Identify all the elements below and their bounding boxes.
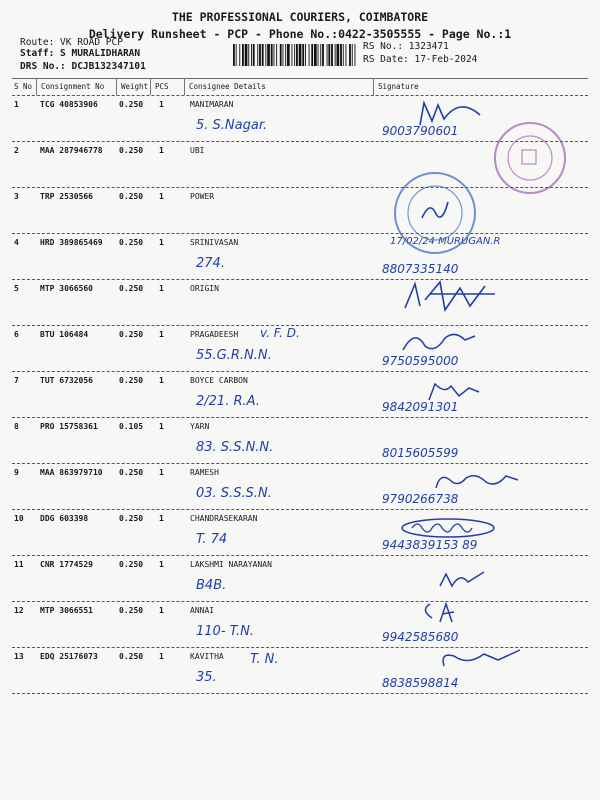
row-consignee-name: POWER (190, 192, 215, 201)
barcode-bar (285, 44, 286, 66)
signature-scribble (432, 470, 522, 492)
barcode-bar (274, 44, 275, 66)
barcode-bar (294, 44, 295, 66)
staff-label: Staff: S MURALIDHARAN (20, 48, 141, 59)
row-weight: 0.250 (119, 376, 144, 385)
row-weight: 0.250 (119, 330, 144, 339)
row-pcs: 1 (159, 606, 164, 615)
barcode-bar (349, 44, 351, 66)
row-sno: 2 (14, 146, 19, 155)
row-sno: 7 (14, 376, 19, 385)
row-consignee-name: KAVITHA (190, 652, 224, 661)
row-pcs: 1 (159, 330, 164, 339)
row-weight: 0.250 (119, 146, 144, 155)
signature-scribble (400, 280, 510, 314)
row-separator (12, 325, 588, 326)
row-handwritten-address: 55.G.R.N.N. (196, 348, 272, 363)
row-handwritten-address: 03. S.S.S.N. (196, 486, 272, 501)
barcode-bar (311, 44, 313, 66)
row-handwritten-address: B4B. (196, 578, 227, 593)
row-sno: 13 (14, 652, 24, 661)
barcode-bar (236, 44, 237, 66)
barcode-bar (302, 44, 304, 66)
row-consignee-name: LAKSHMI NARAYANAN (190, 560, 272, 569)
barcode-bar (335, 44, 336, 66)
col-header-sno: S No (14, 82, 33, 91)
signature-scribble (395, 326, 485, 354)
route-label: Route: VK ROAD PCP (20, 37, 123, 48)
row-handwritten-phone: 9003790601 (382, 124, 459, 138)
row-pcs: 1 (159, 100, 164, 109)
barcode-bar (352, 44, 353, 66)
row-consignment-no: MAA 863979710 (40, 468, 103, 477)
row-consignment-no: BTU 106484 (40, 330, 89, 339)
row-separator (12, 371, 588, 372)
row-consignee-name: MANIMARAN (190, 100, 234, 109)
col-divider (116, 78, 117, 95)
row-pcs: 1 (159, 560, 164, 569)
signature-scribble (380, 95, 520, 131)
row-separator (12, 187, 588, 188)
row-pcs: 1 (159, 468, 164, 477)
barcode-bar (292, 44, 293, 66)
row-weight: 0.250 (119, 238, 144, 247)
row-weight: 0.250 (119, 284, 144, 293)
signature-scribble (425, 380, 485, 402)
barcode-bar (299, 44, 302, 66)
row-consignment-no: MTP 3066560 (40, 284, 93, 293)
barcode-bar (309, 44, 310, 66)
runsheet-title: Delivery Runsheet - PCP - Phone No.:0422-3505555 - Page No.:1 (88, 27, 512, 41)
barcode-bar (340, 44, 342, 66)
row-sno: 8 (14, 422, 19, 431)
signature-scribble (398, 516, 508, 542)
barcode-bar (257, 44, 258, 66)
row-consignee-name: ANNAI (190, 606, 215, 615)
barcode-bar (287, 44, 290, 66)
row-handwritten-note: 17/02/24 MURUGAN.R (390, 236, 501, 247)
seal-stamp (492, 120, 568, 196)
row-consignee-name: ORIGIN (190, 284, 219, 293)
barcode-bar (346, 44, 347, 66)
row-separator (12, 601, 588, 602)
barcode-bar (242, 44, 244, 66)
barcode-bar (318, 44, 319, 66)
signature-scribble (438, 646, 528, 672)
barcode-bar (283, 44, 284, 66)
row-weight: 0.105 (119, 422, 144, 431)
row-sno: 6 (14, 330, 19, 339)
row-consignee-name: PRAGADEESH (190, 330, 239, 339)
barcode-bar (262, 44, 264, 66)
row-handwritten-address: 83. S.S.N.N. (196, 440, 274, 455)
barcode-image (232, 44, 358, 66)
barcode-bar (233, 44, 235, 66)
row-handwritten-address: 274. (196, 256, 225, 271)
row-pcs: 1 (159, 284, 164, 293)
barcode-bar (355, 44, 356, 66)
row-handwritten-phone: 9842091301 (382, 400, 459, 414)
col-header-consignment: Consignment No (41, 82, 105, 91)
row-handwritten-address: 110- T.N. (196, 624, 255, 639)
row-pcs: 1 (159, 514, 164, 523)
col-divider (150, 78, 151, 95)
barcode-bar (265, 44, 266, 66)
barcode-bar (248, 44, 249, 66)
row-handwritten-phone: 9942585680 (382, 630, 459, 644)
barcode-bar (296, 44, 298, 66)
row-weight: 0.250 (119, 100, 144, 109)
col-header-signature: Signature (378, 82, 419, 91)
barcode-bar (245, 44, 248, 66)
rs-number: RS No.: 1323471 (363, 41, 449, 52)
row-consignment-no: EDQ 25176073 (40, 652, 98, 661)
barcode-bar (271, 44, 273, 66)
row-consignment-no: HRD 389865469 (40, 238, 103, 247)
row-handwritten-phone: 9443839153 89 (382, 538, 478, 552)
row-separator (12, 509, 588, 510)
row-consignee-name: CHANDRASEKARAN (190, 514, 258, 523)
row-pcs: 1 (159, 238, 164, 247)
row-consignee-name: BOYCE CARBON (190, 376, 248, 385)
barcode-bar (327, 44, 328, 66)
signature-scribble (412, 600, 472, 626)
row-handwritten-phone: 8807335140 (382, 262, 459, 276)
barcode-bar (328, 44, 330, 66)
row-consignment-no: CNR 1774529 (40, 560, 93, 569)
row-13-handwritten-note: T. N. (250, 652, 279, 667)
barcode-bar (276, 44, 277, 66)
col-header-pcs: PCS (155, 82, 169, 91)
col-divider (184, 78, 185, 95)
col-divider (36, 78, 37, 95)
barcode-bar (337, 44, 340, 66)
drs-number: DRS No.: DCJB132347101 (20, 61, 146, 72)
row-sno: 9 (14, 468, 19, 477)
courier-stamp (392, 170, 478, 256)
row-handwritten-phone: 8838598814 (382, 676, 459, 690)
row-handwritten-phone: 9750595000 (382, 354, 459, 368)
barcode-bar (253, 44, 255, 66)
row-weight: 0.250 (119, 468, 144, 477)
row-consignment-no: TUT 6732056 (40, 376, 93, 385)
row-handwritten-address: 5. S.Nagar. (196, 118, 268, 133)
row-sno: 3 (14, 192, 19, 201)
row-consignment-no: TRP 2530566 (40, 192, 93, 201)
row-weight: 0.250 (119, 652, 144, 661)
row-handwritten-phone: 9790266738 (382, 492, 459, 506)
row-handwritten-address: 2/21. R.A. (196, 394, 260, 409)
row-consignment-no: TCG 40853906 (40, 100, 98, 109)
row-consignment-no: MAA 287946778 (40, 146, 103, 155)
row-pcs: 1 (159, 192, 164, 201)
signature-scribble (438, 568, 488, 590)
row-separator (12, 417, 588, 418)
row-separator (12, 233, 588, 234)
rs-date: RS Date: 17-Feb-2024 (363, 54, 478, 65)
row-pcs: 1 (159, 146, 164, 155)
row-consignee-name: YARN (190, 422, 210, 431)
table-top-rule (12, 78, 588, 79)
row-consignee-name: RAMESH (190, 468, 219, 477)
row-sno: 11 (14, 560, 24, 569)
row-pcs: 1 (159, 652, 164, 661)
col-header-consignee: Consignee Details (189, 82, 266, 91)
barcode-bar (320, 44, 321, 66)
row-consignment-no: PRO 15758361 (40, 422, 98, 431)
row-separator (12, 693, 588, 694)
row-handwritten-phone: 8015605599 (382, 446, 459, 460)
row-weight: 0.250 (119, 606, 144, 615)
row-handwritten-address: T. 74 (196, 532, 228, 547)
barcode-bar (259, 44, 261, 66)
row-sno: 12 (14, 606, 24, 615)
row-consignment-no: MTP 3066551 (40, 606, 93, 615)
col-divider (373, 78, 374, 95)
row-separator (12, 555, 588, 556)
row-weight: 0.250 (119, 192, 144, 201)
row-consignment-no: DDG 603398 (40, 514, 89, 523)
barcode-bar (239, 44, 240, 66)
barcode-bar (305, 44, 306, 66)
row-separator (12, 463, 588, 464)
row-weight: 0.250 (119, 560, 144, 569)
barcode-bar (322, 44, 324, 66)
row-pcs: 1 (159, 422, 164, 431)
row-consignee-name: UBI (190, 146, 205, 155)
company-title: THE PROFESSIONAL COURIERS, COIMBATORE (171, 10, 429, 24)
row-pcs: 1 (159, 376, 164, 385)
row-sno: 5 (14, 284, 19, 293)
col-header-weight: Weight (121, 82, 149, 91)
row-sno: 4 (14, 238, 19, 247)
barcode-bar (343, 44, 344, 66)
barcode-bar (280, 44, 282, 66)
row-handwritten-address: 35. (196, 670, 217, 685)
row-6-handwritten-note: v. F. D. (260, 326, 300, 340)
barcode-bar (251, 44, 252, 66)
row-sno: 1 (14, 100, 19, 109)
barcode-bar (267, 44, 270, 66)
barcode-bar (314, 44, 317, 66)
row-sno: 10 (14, 514, 24, 523)
row-consignee-name: SRINIVASAN (190, 238, 239, 247)
row-weight: 0.250 (119, 514, 144, 523)
barcode-bar (331, 44, 333, 66)
